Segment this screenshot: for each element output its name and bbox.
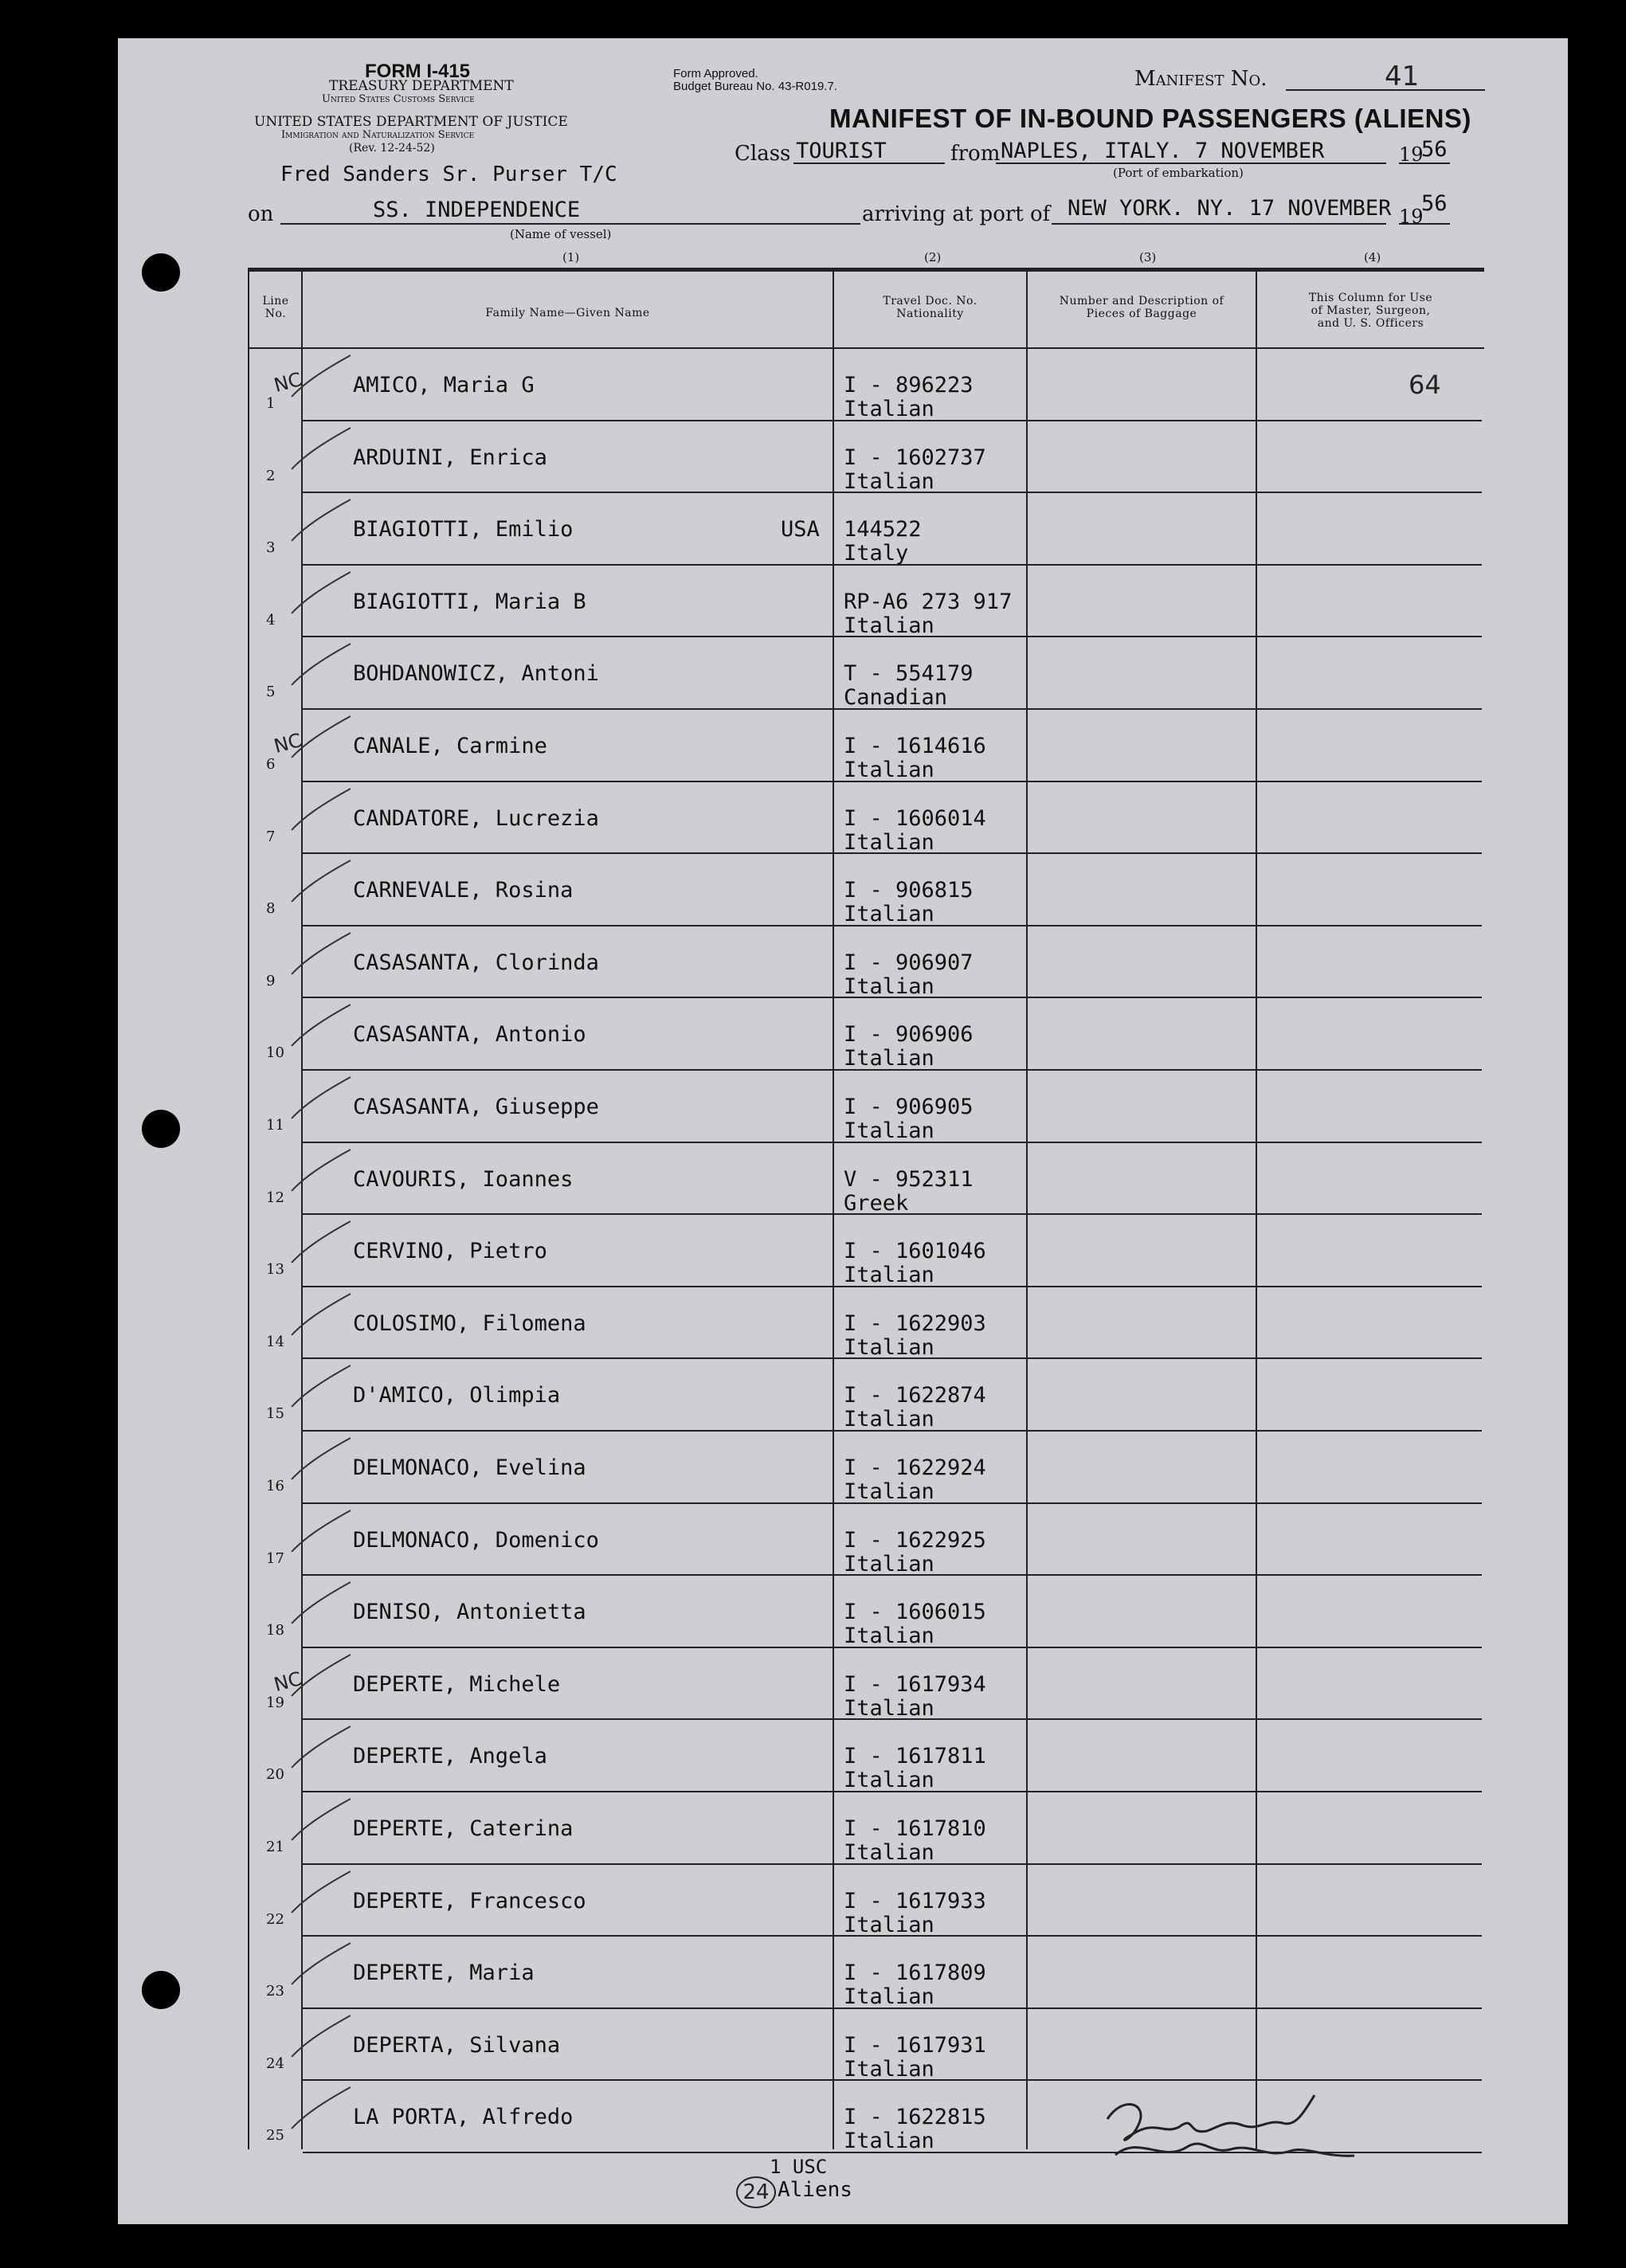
nationality: Italian bbox=[844, 830, 934, 855]
check-mark-icon bbox=[287, 998, 359, 1054]
line-number: 2 bbox=[266, 468, 276, 484]
check-mark-icon bbox=[287, 1071, 359, 1126]
passenger-name: DEPERTA, Silvana bbox=[353, 2033, 561, 2058]
officer-note: 64 bbox=[1409, 370, 1441, 400]
travel-doc-number: I - 1622903 bbox=[844, 1311, 986, 1336]
line-number: 16 bbox=[266, 1478, 284, 1494]
nationality: Italian bbox=[844, 1840, 934, 1865]
column-number-3: (3) bbox=[1139, 250, 1157, 264]
travel-doc-number: I - 1602737 bbox=[844, 445, 986, 470]
passenger-name: BIAGIOTTI, Maria B bbox=[353, 590, 586, 614]
footer-aliens-count: 24 bbox=[736, 2176, 776, 2208]
officer-signature bbox=[1091, 2087, 1362, 2175]
check-mark-icon bbox=[287, 637, 359, 693]
year-from: 56 bbox=[1421, 137, 1448, 162]
header-line-no: Line No. bbox=[262, 295, 289, 320]
passenger-name: CANDATORE, Lucrezia bbox=[353, 806, 599, 831]
revision-date: (Rev. 12-24-52) bbox=[349, 142, 435, 155]
check-mark-icon bbox=[287, 710, 359, 766]
header-travel-doc: Travel Doc. No. Nationality bbox=[883, 295, 978, 320]
ins-service: Immigration and Naturalization Service bbox=[281, 129, 475, 141]
line-number: 18 bbox=[266, 1622, 284, 1639]
travel-doc-number: I - 1606015 bbox=[844, 1600, 986, 1624]
header-officers-use: This Column for Use of Master, Surgeon, and U. S. Officers bbox=[1308, 292, 1433, 330]
budget-bureau: Budget Bureau No. 43-R019.7. bbox=[673, 80, 837, 93]
line-number: 1 bbox=[266, 395, 276, 412]
check-mark-icon bbox=[287, 566, 359, 621]
line-number: 7 bbox=[266, 828, 276, 845]
vessel-caption: (Name of vessel) bbox=[510, 227, 612, 241]
line-number: 14 bbox=[266, 1334, 284, 1350]
line-number: 8 bbox=[266, 900, 276, 917]
travel-doc-number: I - 1622925 bbox=[844, 1528, 986, 1553]
line-number: 5 bbox=[266, 684, 276, 700]
line-number: 4 bbox=[266, 612, 276, 629]
year-prefix-arrive: 19 bbox=[1399, 206, 1424, 228]
passenger-name: AMICO, Maria G bbox=[353, 373, 535, 398]
footer-usc: 1 USC bbox=[770, 2156, 828, 2178]
nationality: Italian bbox=[844, 397, 934, 421]
nationality: Italian bbox=[844, 1624, 934, 1648]
from-value: NAPLES, ITALY. 7 NOVEMBER bbox=[1001, 139, 1325, 163]
check-mark-icon bbox=[287, 1720, 359, 1776]
passenger-name: D'AMICO, Olimpia bbox=[353, 1383, 561, 1408]
travel-doc-number: RP-A6 273 917 bbox=[844, 590, 1013, 614]
travel-doc-number: I - 1617811 bbox=[844, 1744, 986, 1769]
manifest-no-label: Manifest No. bbox=[1134, 67, 1267, 91]
column-number-2: (2) bbox=[924, 250, 942, 264]
travel-doc-number: I - 1617931 bbox=[844, 2033, 986, 2058]
nationality: Italian bbox=[844, 1696, 934, 1721]
form-number: FORM I-415 bbox=[365, 61, 471, 82]
line-number: 22 bbox=[266, 1911, 284, 1928]
customs-service: United States Customs Service bbox=[322, 93, 475, 105]
citizenship-note: USA bbox=[781, 517, 820, 542]
travel-doc-number: I - 1617934 bbox=[844, 1672, 986, 1697]
nationality: Italian bbox=[844, 974, 934, 999]
vessel-name: SS. INDEPENDENCE bbox=[373, 198, 581, 222]
line-number: 15 bbox=[266, 1405, 284, 1422]
nationality: Italian bbox=[844, 613, 934, 638]
passenger-name: CANALE, Carmine bbox=[353, 734, 547, 758]
class-label: Class bbox=[735, 142, 791, 166]
passenger-name: ARDUINI, Enrica bbox=[353, 445, 547, 470]
class-value: TOURIST bbox=[796, 139, 887, 163]
line-number: 17 bbox=[266, 1550, 284, 1567]
line-number: 9 bbox=[266, 973, 276, 989]
passenger-name: DEPERTE, Maria bbox=[353, 1961, 535, 1985]
passenger-name: DELMONACO, Domenico bbox=[353, 1528, 599, 1553]
check-mark-icon bbox=[287, 1504, 359, 1560]
nationality: Italian bbox=[844, 1118, 934, 1143]
passenger-name: COLOSIMO, Filomena bbox=[353, 1311, 586, 1336]
check-mark-icon bbox=[287, 926, 359, 982]
form-approved: Form Approved. bbox=[673, 67, 758, 80]
travel-doc-number: I - 1622815 bbox=[844, 2105, 986, 2129]
check-mark-icon bbox=[287, 1792, 359, 1848]
check-mark-icon bbox=[287, 854, 359, 910]
nationality: Italian bbox=[844, 1913, 934, 1937]
port-of-embarkation-caption: (Port of embarkation) bbox=[1113, 166, 1244, 180]
binder-hole-bottom bbox=[142, 1971, 180, 2009]
on-label: on bbox=[248, 202, 274, 226]
check-mark-icon bbox=[287, 421, 359, 477]
checkmark-note: NC bbox=[271, 728, 304, 758]
column-number-1: (1) bbox=[562, 250, 580, 264]
check-mark-icon bbox=[287, 1937, 359, 1992]
check-mark-icon bbox=[287, 1576, 359, 1631]
nationality: Greek bbox=[844, 1191, 909, 1216]
travel-doc-number: T - 554179 bbox=[844, 661, 974, 686]
line-number: 21 bbox=[266, 1839, 284, 1855]
passenger-name: DEPERTE, Michele bbox=[353, 1672, 561, 1697]
passenger-name: CERVINO, Pietro bbox=[353, 1239, 547, 1263]
department-of-justice: UNITED STATES DEPARTMENT OF JUSTICE bbox=[254, 114, 568, 130]
line-number: 24 bbox=[266, 2055, 284, 2072]
line-number: 23 bbox=[266, 1983, 284, 2000]
nationality: Italian bbox=[844, 902, 934, 926]
nationality: Italian bbox=[844, 1768, 934, 1792]
check-mark-icon bbox=[287, 782, 359, 838]
check-mark-icon bbox=[287, 1865, 359, 1921]
line-number: 12 bbox=[266, 1189, 284, 1206]
travel-doc-number: I - 906815 bbox=[844, 878, 974, 903]
nationality: Italian bbox=[844, 1046, 934, 1071]
line-number: 20 bbox=[266, 1766, 284, 1783]
travel-doc-number: I - 1622924 bbox=[844, 1455, 986, 1480]
passenger-name: DEPERTE, Francesco bbox=[353, 1889, 586, 1914]
line-number: 6 bbox=[266, 756, 276, 773]
nationality: Italian bbox=[844, 1479, 934, 1504]
year-prefix-from: 19 bbox=[1399, 143, 1424, 166]
passenger-name: LA PORTA, Alfredo bbox=[353, 2105, 574, 2129]
arriving-label: arriving at port of bbox=[862, 202, 1051, 226]
check-mark-icon bbox=[287, 349, 359, 405]
nationality: Italian bbox=[844, 1263, 934, 1287]
passenger-name: CAVOURIS, Ioannes bbox=[353, 1167, 574, 1192]
passenger-name: BOHDANOWICZ, Antoni bbox=[353, 661, 599, 686]
travel-doc-number: I - 896223 bbox=[844, 373, 974, 398]
line-number: 19 bbox=[266, 1694, 284, 1711]
travel-doc-number: I - 1622874 bbox=[844, 1383, 986, 1408]
check-mark-icon bbox=[287, 1359, 359, 1415]
passenger-name: DEPERTE, Angela bbox=[353, 1744, 547, 1769]
travel-doc-number: I - 906906 bbox=[844, 1022, 974, 1047]
binder-hole-middle bbox=[142, 1110, 180, 1148]
travel-doc-number: I - 906905 bbox=[844, 1095, 974, 1119]
footer-aliens-label: Aliens bbox=[778, 2178, 852, 2202]
line-number: 13 bbox=[266, 1261, 284, 1278]
nationality: Italian bbox=[844, 2129, 934, 2153]
manifest-title: MANIFEST OF IN-BOUND PASSENGERS (ALIENS) bbox=[829, 104, 1471, 133]
check-mark-icon bbox=[287, 1215, 359, 1271]
passenger-name: CASASANTA, Giuseppe bbox=[353, 1095, 599, 1119]
nationality: Italian bbox=[844, 1335, 934, 1360]
header-family-name: Family Name—Given Name bbox=[485, 307, 650, 319]
travel-doc-number: I - 1617810 bbox=[844, 1816, 986, 1841]
binder-hole-top bbox=[142, 253, 180, 292]
passenger-name: BIAGIOTTI, Emilio bbox=[353, 517, 574, 542]
passenger-name: DEPERTE, Caterina bbox=[353, 1816, 574, 1841]
purser-name: Fred Sanders Sr. Purser T/C bbox=[280, 163, 617, 186]
check-mark-icon bbox=[287, 1432, 359, 1487]
check-mark-icon bbox=[287, 1287, 359, 1343]
year-arrive: 56 bbox=[1421, 191, 1448, 216]
nationality: Italian bbox=[844, 1984, 934, 2009]
travel-doc-number: I - 1617809 bbox=[844, 1961, 986, 1985]
nationality: Italy bbox=[844, 541, 909, 566]
travel-doc-number: I - 1617933 bbox=[844, 1889, 986, 1914]
nationality: Italian bbox=[844, 1407, 934, 1432]
manifest-no-value: 41 bbox=[1385, 61, 1420, 92]
passenger-name: DENISO, Antonietta bbox=[353, 1600, 586, 1624]
passenger-name: DELMONACO, Evelina bbox=[353, 1455, 586, 1480]
line-number: 3 bbox=[266, 539, 276, 556]
travel-doc-number: 144522 bbox=[844, 517, 922, 542]
treasury-department: TREASURY DEPARTMENT bbox=[329, 78, 514, 94]
check-mark-icon bbox=[287, 1143, 359, 1199]
nationality: Italian bbox=[844, 469, 934, 494]
nationality: Italian bbox=[844, 2057, 934, 2082]
passenger-name: CARNEVALE, Rosina bbox=[353, 878, 574, 903]
check-mark-icon bbox=[287, 1648, 359, 1704]
passenger-name: CASASANTA, Antonio bbox=[353, 1022, 586, 1047]
header-baggage: Number and Description of Pieces of Baggage bbox=[1059, 295, 1224, 320]
nationality: Italian bbox=[844, 1552, 934, 1577]
column-number-4: (4) bbox=[1364, 250, 1381, 264]
nationality: Canadian bbox=[844, 685, 948, 710]
travel-doc-number: I - 1601046 bbox=[844, 1239, 986, 1263]
line-number: 11 bbox=[266, 1117, 284, 1134]
arriving-value: NEW YORK. NY. 17 NOVEMBER bbox=[1068, 196, 1392, 221]
check-mark-icon bbox=[287, 493, 359, 549]
travel-doc-number: I - 1614616 bbox=[844, 734, 986, 758]
checkmark-note: NC bbox=[271, 1667, 304, 1697]
travel-doc-number: V - 952311 bbox=[844, 1167, 974, 1192]
checkmark-note: NC bbox=[271, 367, 304, 398]
nationality: Italian bbox=[844, 758, 934, 782]
line-number: 10 bbox=[266, 1044, 284, 1061]
from-label: from bbox=[950, 142, 1001, 166]
travel-doc-number: I - 906907 bbox=[844, 950, 974, 975]
line-number: 25 bbox=[266, 2127, 284, 2144]
check-mark-icon bbox=[287, 2081, 359, 2137]
travel-doc-number: I - 1606014 bbox=[844, 806, 986, 831]
check-mark-icon bbox=[287, 2009, 359, 2065]
passenger-name: CASASANTA, Clorinda bbox=[353, 950, 599, 975]
